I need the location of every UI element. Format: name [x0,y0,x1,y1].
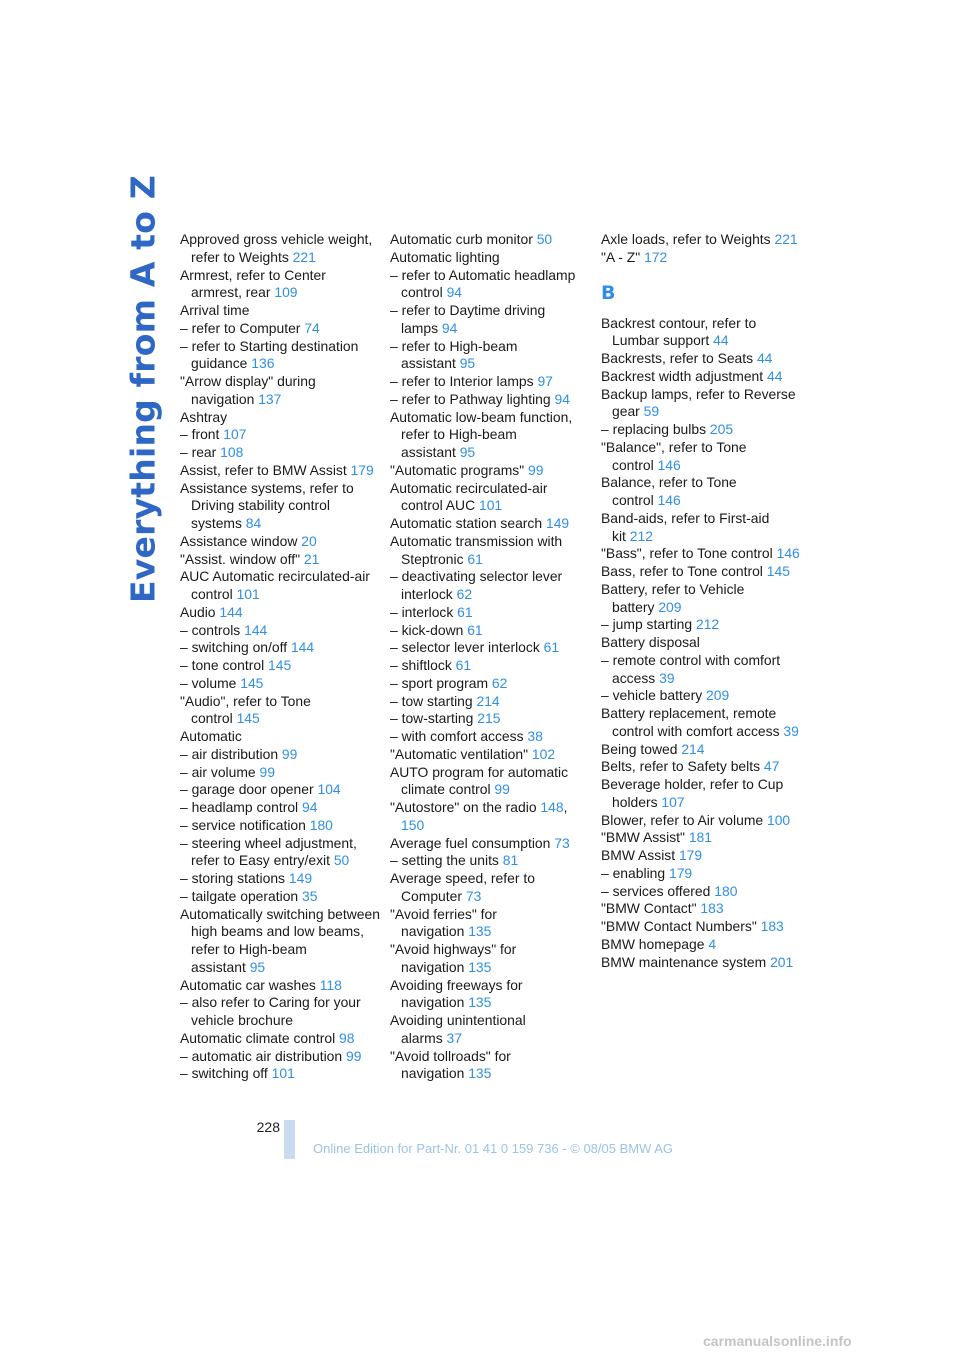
page-reference-link[interactable]: 61 [543,639,560,656]
index-entry [390,693,590,711]
index-entry [180,817,380,835]
index-entry-text: Automatic car washes [180,976,316,993]
index-entry [180,906,380,977]
page-reference-link[interactable]: 172 [644,248,668,265]
index-entry [390,391,590,409]
index-entry [601,439,801,475]
index-entry [390,515,590,533]
index-entry [390,373,590,391]
page-reference-link[interactable]: 104 [317,781,341,798]
index-entry [601,315,801,351]
index-entry-text: "Automatic ventilation" [390,745,529,762]
index-entry [601,545,801,563]
page-reference-link[interactable]: 38 [527,728,543,744]
index-entry [180,781,380,799]
page-reference-link[interactable]: 221 [774,231,798,247]
page-reference-link[interactable]: 95 [459,355,476,372]
index-entry-text: BMW Assist [601,847,676,863]
index-entry [601,776,801,812]
index-entry [390,231,590,249]
index-entry-text: Automatically switching between high beams and low beams, refer to High-beam assistant [180,905,380,975]
page-reference-link[interactable]: 61 [467,621,483,638]
index-entry [180,746,380,764]
page-reference-link[interactable]: 39 [783,722,799,739]
page-reference-link[interactable]: 81 [502,852,519,869]
page-reference-link[interactable]: 99 [346,1047,362,1064]
index-entry-text: – vehicle battery [601,687,703,704]
index-entry-text: – refer to High-beam assistant [390,337,518,372]
page-reference-link[interactable]: 99 [528,461,544,478]
page-reference-link[interactable]: 183 [700,900,724,917]
page-reference-link[interactable]: 61 [457,603,473,620]
index-entry-text: Being towed [601,740,678,757]
index-entry-text: Assist, refer to BMW Assist [180,461,347,478]
footer-edition-text: Online Edition for Part-Nr. 01 41 0 159 736 - © 08/05 BMW AG [313,1141,674,1156]
index-entry [390,267,590,303]
index-entry [390,710,590,728]
index-entry-text: "BMW Assist" [601,829,685,846]
page-reference-link[interactable]: 118 [319,976,342,993]
index-entry-text: – interlock [390,603,454,620]
page-reference-link[interactable]: 181 [688,829,712,846]
index-entry-text: – front [180,426,220,443]
index-entry [601,936,801,954]
index-entry [601,900,801,918]
index-entry-text: – garage door opener [180,781,314,798]
index-entry-text: – volume [180,674,237,691]
index-entry [601,652,801,688]
index-entry-text: Approved gross vehicle weight, refer to Weights [180,231,373,265]
side-section-title [123,175,163,603]
index-entry-text: Backrest contour, refer to Lumbar support [601,314,757,349]
index-entry-text: Assistance systems, refer to Driving stability control systems [180,479,354,531]
index-entry-text: – refer to Daytime driving lamps [390,302,546,336]
index-entry-text: – services offered [601,882,711,899]
index-entry [180,1065,380,1083]
page-reference-link[interactable]: 180 [309,816,333,833]
page-reference-link[interactable]: 136 [251,355,275,372]
index-entry [390,533,590,569]
watermark: carmanualsonline.info [703,1333,852,1349]
page-reference-link[interactable]: 101 [236,586,260,602]
index-entry [601,231,801,249]
page-reference-link[interactable]: 21 [303,550,320,567]
index-entry [180,568,380,604]
index-entry-text: – deactivating selector lever interlock [390,568,563,602]
page-reference-link[interactable]: 146 [776,545,800,562]
index-entry [390,480,590,516]
page-reference-link[interactable]: 145 [268,657,292,673]
page-reference-link[interactable]: 44 [767,367,783,384]
index-entry-text: Backrests, refer to Seats [601,350,754,366]
index-entry-text: – headlamp control [180,799,299,815]
index-entry [180,373,380,409]
page-reference-link[interactable]: 44 [713,332,729,349]
index-entry-text: Avoiding unintentional alarms [390,1012,526,1046]
index-entry [180,338,380,374]
index-entry [180,888,380,906]
index-entry-text: – air volume [180,763,256,780]
page-reference-link[interactable]: 100 [766,811,791,828]
index-entry [601,883,801,901]
index-entry [601,474,801,510]
page-reference-link[interactable]: 209 [706,687,730,704]
index-entry-text: "A - Z" [601,248,641,265]
index-entry-text: – tow-starting [390,710,474,727]
index-entry-text: – setting the units [390,852,499,869]
index-entry [601,368,801,386]
index-entry-text: – air distribution [180,745,279,762]
index-entry [601,758,801,776]
index-entry-text: "Balance", refer to Tone control [601,438,747,473]
index-entry [180,533,380,551]
page-reference-link[interactable]: 74 [304,319,320,336]
index-entry-text: Avoiding freeways for navigation [390,976,523,1011]
index-entry [180,764,380,782]
page-reference-link[interactable]: 179 [350,461,374,478]
index-entry-text: – steering wheel adjustment, refer to Easy entry/exit [180,834,357,869]
index-entry [390,764,590,800]
index-entry-text: – rear [180,444,217,460]
page-reference-link[interactable]: 145 [766,563,790,579]
index-entry [180,231,380,267]
index-entry-text: – shiftlock [390,657,452,673]
page-reference-link[interactable]: 180 [714,882,738,899]
page-reference-link[interactable]: 135 [468,1065,492,1082]
index-entry-text: Balance, refer to Tone control [601,474,737,508]
index-entry [390,409,590,462]
index-entry-text: – refer to Starting destination guidance [180,337,359,372]
index-entry-text: BMW homepage [601,935,705,952]
index-entry-text: Automatic low-beam function, refer to High-beam assistant [390,408,573,460]
page-reference-link[interactable]: 73 [465,887,482,904]
page-reference-link[interactable]: 109 [274,284,298,301]
index-entry-text: – sport program [390,674,489,691]
index-entry [601,581,801,617]
index-entry-text: – refer to Pathway lighting [390,390,551,407]
index-entry-text: Audio [180,603,216,620]
page-reference-link[interactable]: 47 [763,758,780,775]
page-reference-link[interactable]: 146 [657,492,681,508]
page-reference-link[interactable]: 205 [709,421,734,437]
side-section-title-text: Everything from A to Z [123,175,163,603]
index-column-2 [390,231,590,1083]
index-entry-text: Automatic curb monitor [390,231,533,247]
index-entry [180,675,380,693]
page-reference-link[interactable]: 44 [756,350,773,366]
page-reference-link[interactable]: 135 [468,994,492,1011]
index-entry [390,1048,590,1084]
index-entry [180,799,380,817]
index-entry [601,847,801,865]
section-letter-heading: B [601,281,616,304]
index-entry [180,835,380,871]
index-entry [180,657,380,675]
index-entry-text: "Avoid tollroads" for navigation [390,1047,511,1082]
index-entry-text: Average fuel consumption [390,834,551,851]
page-reference-link[interactable]: 99 [259,763,275,780]
page-reference-link[interactable]: 84 [245,515,262,531]
page-reference-link[interactable]: 95 [459,444,476,460]
index-entry-text: "Avoid highways" for navigation [390,941,517,975]
index-entry [390,870,590,906]
index-entry-text: – automatic air distribution [180,1047,343,1064]
index-entry [390,639,590,657]
page-reference-link[interactable]: 94 [441,319,458,336]
page-reference-link[interactable]: 137 [258,390,282,407]
index-entry [390,675,590,693]
index-entry [180,870,380,888]
index-entry-text: "Assist. window off" [180,550,301,567]
page-reference-link[interactable]: 50 [536,231,553,247]
index-entry-text: – replacing bulbs [601,421,707,437]
index-entry [601,563,801,581]
index-entry-text: "BMW Contact" [601,900,697,917]
page-reference-link[interactable]: 148 [540,799,564,815]
page-reference-link[interactable]: 149 [545,515,570,531]
index-entry-text: – with comfort access [390,728,524,744]
index-entry-text: – selector lever interlock [390,639,540,656]
page-reference-link[interactable]: 146 [657,456,681,473]
index-entry [601,249,801,267]
page-reference-link[interactable]: 214 [681,740,705,757]
page-reference-link[interactable]: 20 [301,532,317,549]
page-reference-link[interactable]: 214 [476,692,500,709]
page-reference-link[interactable]: 98 [339,1029,355,1046]
index-entry-text: – refer to Automatic headlamp control [390,266,576,301]
index-entry-text: Beverage holder, refer to Cup holders [601,776,784,810]
page-reference-link[interactable]: 144 [219,603,243,620]
index-entry [180,1048,380,1066]
page-reference-link[interactable]: 145 [240,674,264,691]
index-column-1 [180,231,380,1083]
page-reference-link[interactable]: 144 [244,621,268,638]
index-entry-text: Automatic [180,728,242,744]
index-entry [180,444,380,462]
index-entry [390,1012,590,1048]
page-reference-link[interactable]: 212 [695,616,720,633]
page-reference-link[interactable]: 221 [292,248,316,265]
index-entry-text: Automatic recirculated-air control AUC [390,479,548,514]
page-reference-link[interactable]: 4 [708,935,717,952]
page-reference-link[interactable]: 215 [477,710,501,727]
page-reference-link[interactable]: 201 [770,953,794,970]
footer-bar [284,1120,295,1159]
page-reference-link[interactable]: 94 [302,799,318,815]
page-reference-link[interactable]: 59 [643,403,660,420]
index-entry-text: Belts, refer to Safety belts [601,758,761,775]
index-entry [180,604,380,622]
index-entry [180,728,380,746]
page-reference-link[interactable]: 135 [468,923,492,940]
page-reference-link[interactable]: 179 [668,864,693,881]
index-entry-text: BMW maintenance system [601,953,767,970]
index-entry-text: Automatic lighting [390,248,500,265]
page-reference-link[interactable]: 35 [302,887,318,904]
index-entry [180,320,380,338]
index-entry [180,977,380,995]
index-entry-text: Automatic station search [390,515,543,531]
index-entry-text: Battery, refer to Vehicle battery [601,580,745,615]
index-entry-text: – enabling [601,864,666,881]
page-reference-link[interactable]: 144 [290,639,315,656]
index-entry-text: "Autostore" on the radio [390,799,537,815]
index-entry-text: AUTO program for automatic climate control [390,763,569,798]
page-reference-link[interactable]: 94 [446,284,463,301]
index-entry-text: – switching on/off [180,639,288,656]
page-reference-link[interactable]: 95 [249,958,266,975]
index-entry [390,302,590,338]
index-entry [601,954,801,972]
index-entry-text: Backup lamps, refer to Reverse gear [601,385,796,420]
page-reference-link[interactable]: 135 [468,958,492,975]
index-entry [180,462,380,480]
page-reference-link[interactable]: 61 [455,657,472,673]
page-number: 228 [256,1119,280,1135]
page-reference-link[interactable]: 99 [494,781,510,798]
index-entry [180,426,380,444]
index-entry [601,741,801,759]
index-entry [390,852,590,870]
page-reference-link[interactable]: 209 [658,598,682,615]
index-entry [180,551,380,569]
index-entry-text: – refer to Interior lamps [390,373,534,389]
index-entry [601,616,801,634]
index-entry-text: "Bass", refer to Tone control [601,545,773,562]
page-reference-link[interactable]: 149 [288,870,313,886]
page-reference-link[interactable]: 150 [401,816,425,833]
index-entry-text: "Arrow display" during navigation [180,373,316,407]
page-reference-link[interactable]: 62 [456,586,473,602]
index-entry-text: AUC Automatic recirculated-air control [180,568,370,602]
index-entry-text: – remote control with comfort access [601,651,781,686]
index-entry-text: – jump starting [601,616,693,633]
index-entry-text: Average speed, refer to Computer [390,870,535,904]
index-entry-text: – tow starting [390,692,473,709]
index-entry [601,865,801,883]
page-reference-link[interactable]: 73 [554,834,570,851]
index-entry [601,705,801,741]
index-entry [601,829,801,847]
index-entry [601,812,801,830]
page-reference-link[interactable]: 107 [223,426,247,443]
index-entry [180,302,380,320]
page-reference-link[interactable]: 97 [537,373,553,389]
index-entry-text: Axle loads, refer to Weights [601,231,771,247]
index-entry [390,657,590,675]
index-entry-text: Blower, refer to Air volume [601,811,764,828]
page-reference-link[interactable]: 62 [491,674,508,691]
page-reference-link[interactable]: 61 [467,550,483,567]
index-entry [390,728,590,746]
index-entry-text: Automatic transmission with Steptronic [390,532,563,567]
index-entry [390,906,590,942]
index-entry-text: – storing stations [180,870,286,886]
index-entry-text: – service notification [180,816,306,833]
index-column-3 [601,231,801,971]
page-reference-link[interactable]: 101 [271,1065,295,1082]
index-entry-text: "Avoid ferries" for navigation [390,905,497,940]
index-entry-text: Arrival time [180,302,250,318]
page-reference-link[interactable]: 145 [236,710,260,727]
page-reference-link[interactable]: 101 [478,497,503,514]
index-entry-text: Assistance window [180,532,298,549]
index-entry [601,350,801,368]
index-entry [180,480,380,533]
index-entry [180,639,380,657]
index-entry-text: – kick-down [390,621,464,638]
index-entry-text: Armrest, refer to Center armrest, rear [180,266,326,301]
index-entry-text: – tone control [180,657,265,673]
index-entry-text: Band-aids, refer to First-aid kit [601,509,770,544]
index-entry [390,462,590,480]
index-entry-text: Bass, refer to Tone control [601,563,763,579]
index-entry [601,421,801,439]
index-entry [601,510,801,546]
index-entry-text: Ashtray [180,408,228,425]
index-entry [180,1030,380,1048]
page-reference-link[interactable]: 212 [629,527,653,544]
index-entry [390,568,590,604]
index-entry: "Autostore" on the radio 148, 150 [390,799,568,833]
index-entry-text: Battery replacement, remote control with comfort access [601,705,780,739]
index-entry-text: Backrest width adjustment [601,367,764,384]
index-entry-text: – tailgate operation [180,887,299,904]
index-entry [390,249,590,267]
index-entry [390,622,590,640]
page-reference-link[interactable]: 107 [661,793,685,810]
index-entry [390,835,590,853]
page-reference-link[interactable]: 37 [446,1029,462,1046]
index-entry [390,977,590,1013]
index-entry [180,622,380,640]
page-reference-link[interactable]: 39 [659,669,675,686]
index-entry [180,267,380,303]
index-entry [390,338,590,374]
page-reference-link[interactable]: 99 [281,745,298,762]
index-entry [601,634,801,652]
index-entry-text: "BMW Contact Numbers" [601,918,757,934]
page-reference-link[interactable]: 102 [531,745,556,762]
page-reference-link[interactable]: 50 [333,852,350,869]
index-entry-text: – refer to Computer [180,319,301,336]
index-entry-text: "Automatic programs" [390,461,525,478]
page-reference-link[interactable]: 179 [678,847,703,863]
index-entry-text: "Audio", refer to Tone control [180,692,311,727]
index-entry-text: – controls [180,621,241,638]
index-entry [601,386,801,422]
index-entry [390,746,590,764]
index-entry [180,994,380,1030]
index-entry-text: – also refer to Caring for your vehicle brochure [180,994,361,1028]
index-entry-text: Automatic climate control [180,1029,336,1046]
index-entry-text: Battery disposal [601,634,700,650]
page-reference-link[interactable]: 108 [220,444,244,460]
page-reference-link[interactable]: 183 [760,918,784,934]
index-entry [601,918,801,936]
index-entry [180,409,380,427]
index-entry-text: – switching off [180,1065,268,1082]
index-entry [180,693,380,729]
page-reference-link[interactable]: 94 [554,390,570,407]
index-entry [390,941,590,977]
index-entry [390,604,590,622]
index-entry [601,687,801,705]
